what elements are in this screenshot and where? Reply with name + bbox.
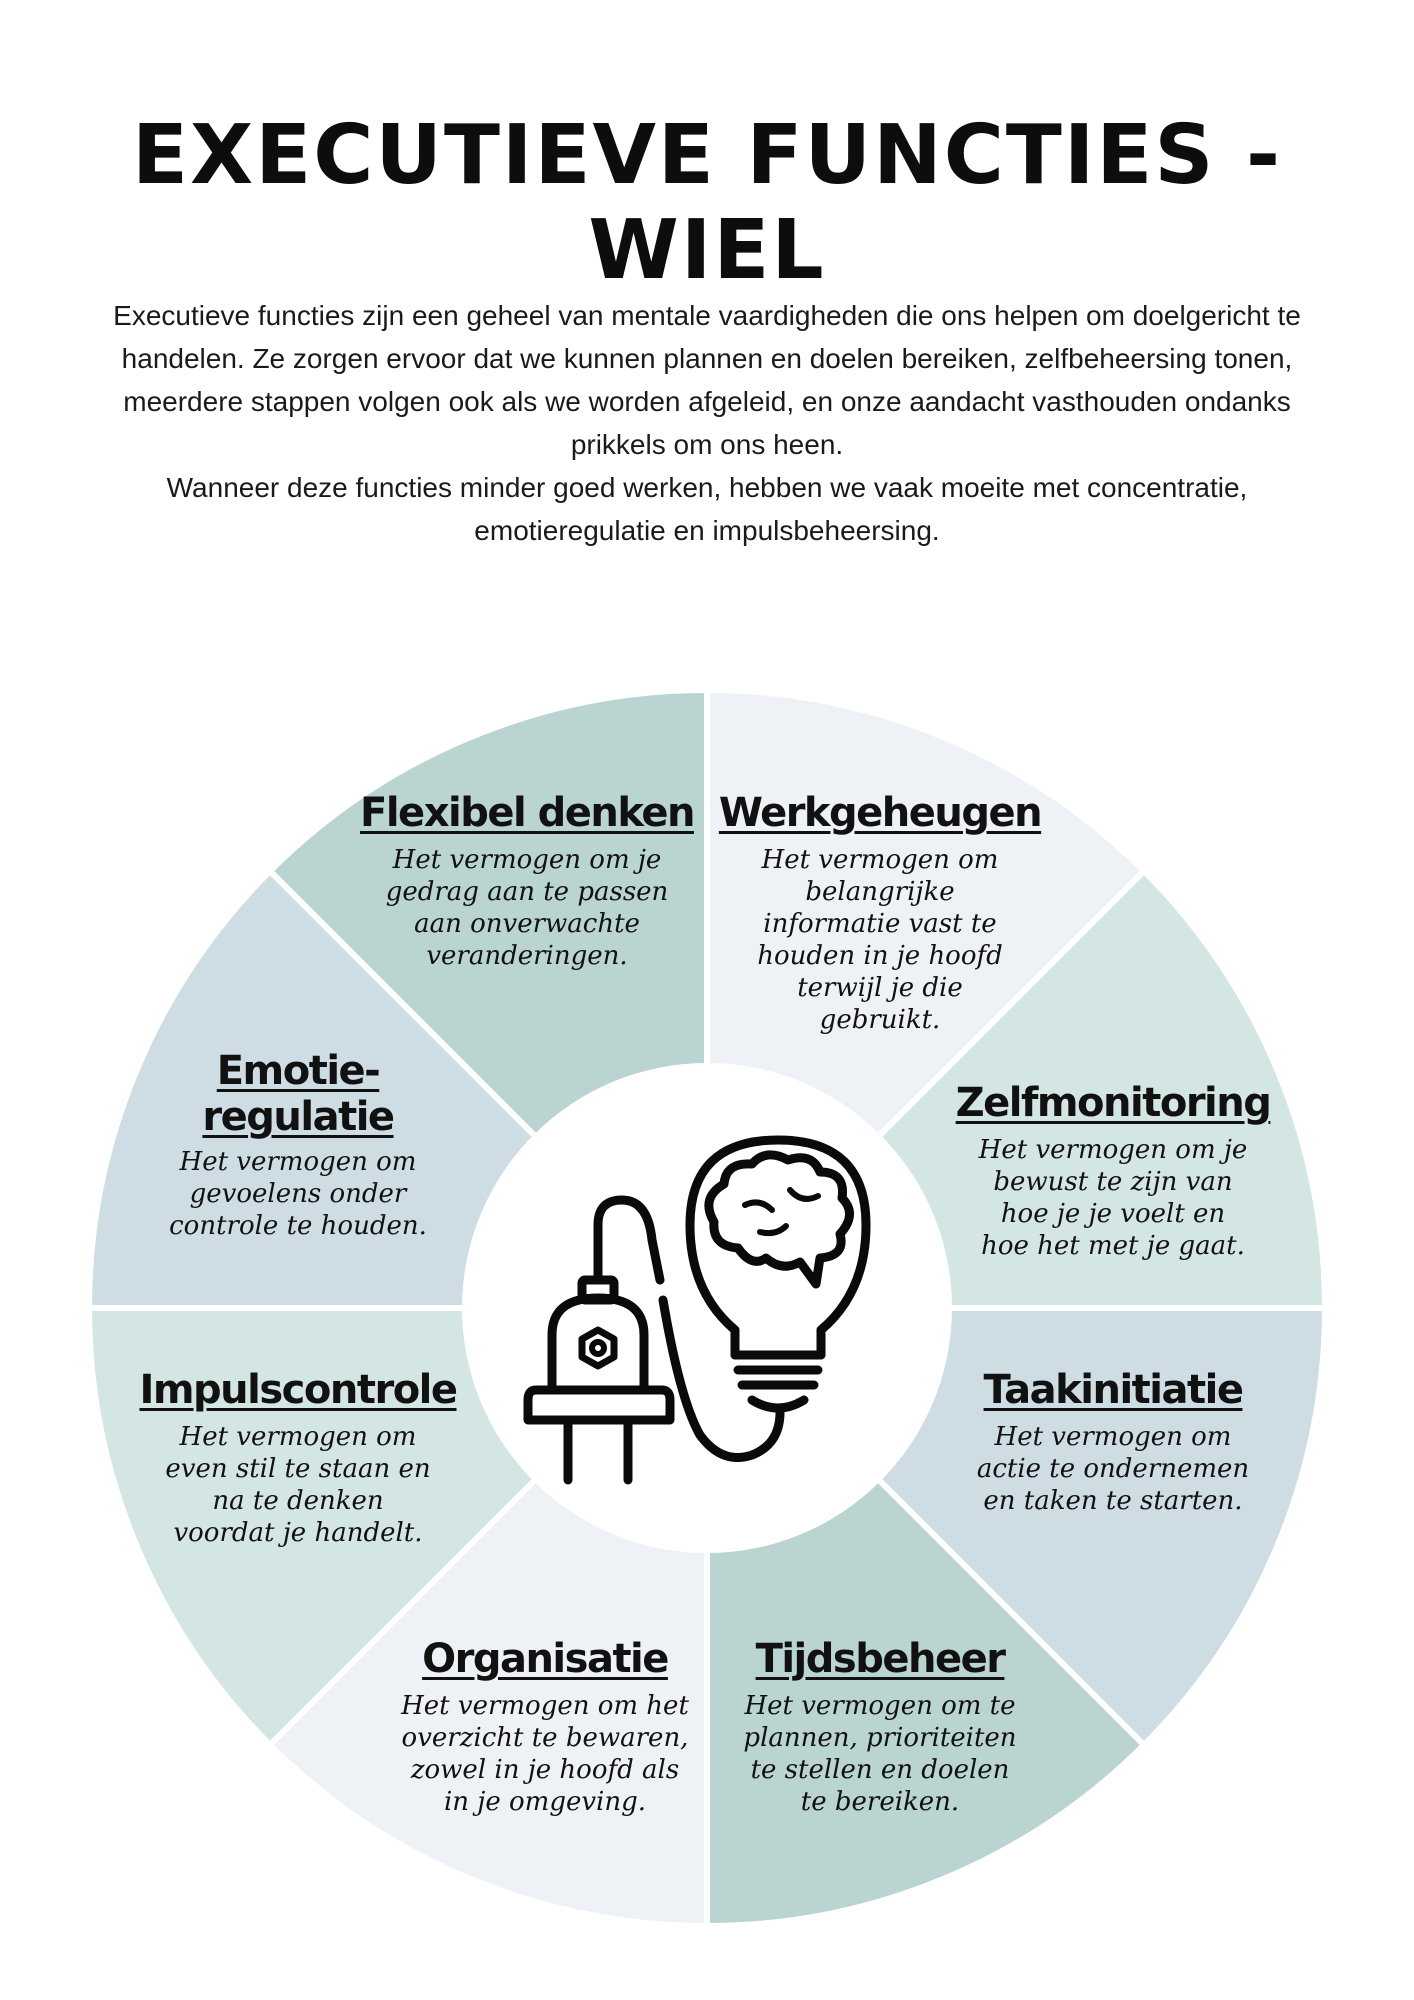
center-circle xyxy=(462,1063,952,1553)
page-title: EXECUTIEVE FUNCTIES - WIEL xyxy=(131,108,1282,298)
segment-description: Het vermogen om je bewust te zijn van hoe je je voelt en hoe het met je gaat. xyxy=(978,1135,1248,1261)
segment-title: Taakinitiatie xyxy=(983,1367,1243,1413)
segment-title: Zelfmonitoring xyxy=(955,1080,1271,1126)
segment-description: Het vermogen om te plannen, prioriteiten te stellen en doelen te bereiken. xyxy=(743,1691,1017,1817)
segment-description: Het vermogen om gevoelens onder controle te houden. xyxy=(169,1147,427,1241)
segment-title: Flexibel denken xyxy=(360,790,694,836)
segment-description: Het vermogen om even stil te staan en na te denken voordat je handelt. xyxy=(165,1422,431,1548)
segment-description: Het vermogen om belangrijke informatie vast te houden in je hoofd terwijl je die gebruikt. xyxy=(757,845,1003,1035)
segment-description: Het vermogen om actie te ondernemen en taken te starten. xyxy=(976,1422,1250,1516)
segment-description: Het vermogen om het overzicht te bewaren, zowel in je hoofd als in je omgeving. xyxy=(401,1691,689,1817)
segment-description: Het vermogen om je gedrag aan te passen aan onverwachte veranderingen. xyxy=(385,845,669,971)
segment-title: Tijdsbeheer xyxy=(755,1636,1005,1682)
segment-title: Impulscontrole xyxy=(139,1367,457,1413)
intro-paragraph: Wanneer deze functies minder goed werken, hebben we vaak moeite met concentratie, emotieregulatie en impulsbeheersing. xyxy=(166,472,1248,546)
segment-title: Organisatie xyxy=(422,1636,668,1682)
intro-paragraph: Executieve functies zijn een geheel van mentale vaardigheden die ons helpen om doelgericht te handelen. Ze zorgen ervoor dat we kunnen plannen en doelen bereiken, zelfbeheersing tonen, meerdere stappen volgen ook als we worden afgeleid, en onze aandacht vasthouden ondanks prikkels om ons heen. xyxy=(113,300,1301,460)
segment-title: Emotie- regulatie xyxy=(202,1048,394,1140)
segment-title: Werkgeheugen xyxy=(718,790,1042,836)
